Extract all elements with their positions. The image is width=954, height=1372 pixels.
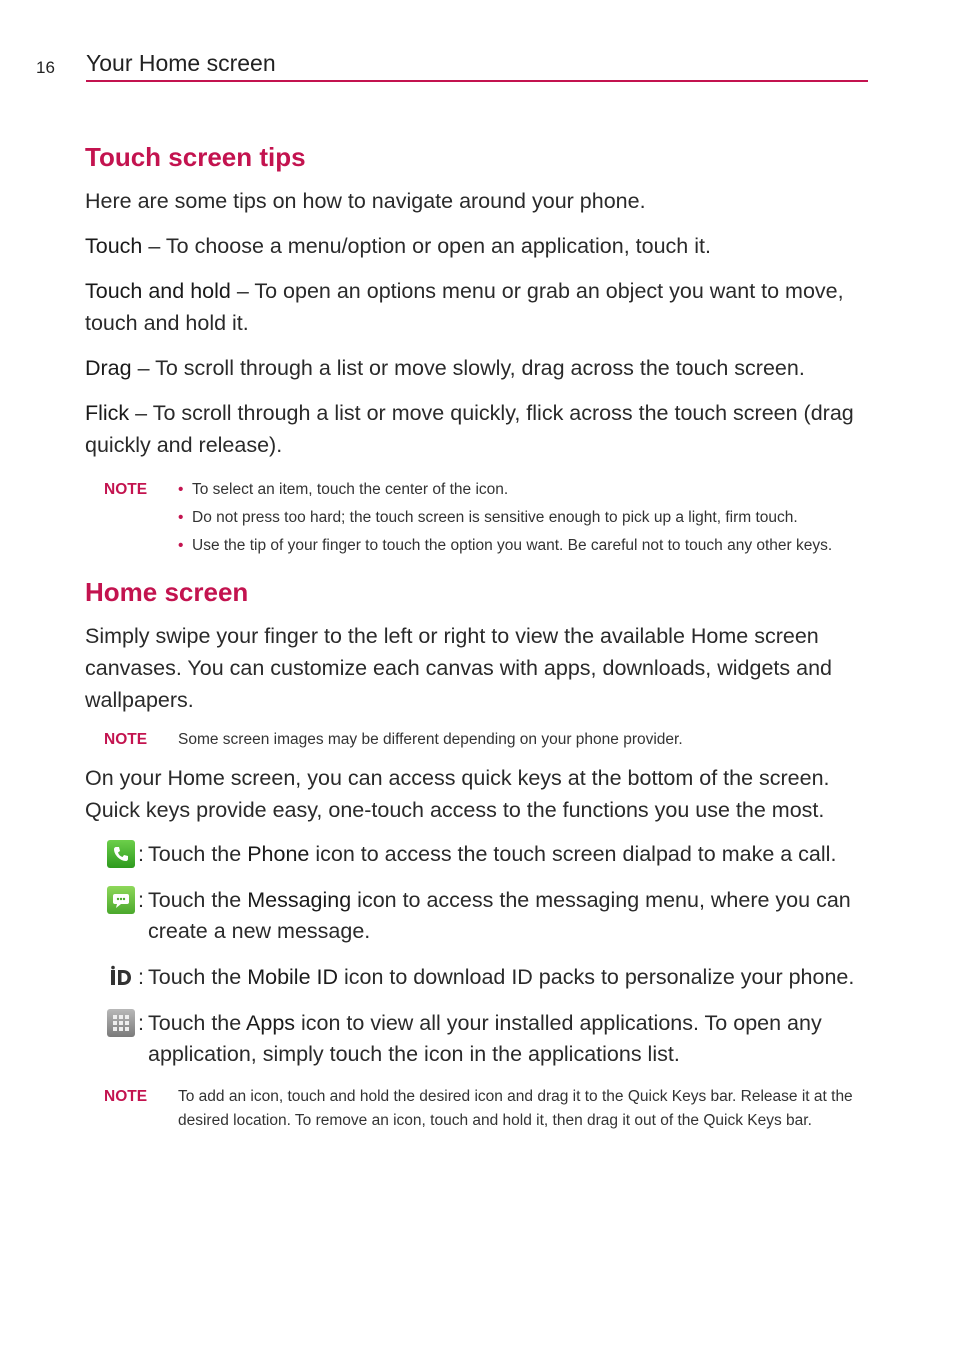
tip-desc: – To open an options menu or grab an object you want to move, touch and hold it.: [85, 279, 844, 336]
page-number: 16: [36, 58, 55, 77]
apps-icon: [107, 1009, 135, 1037]
home-screen-note1: [85, 729, 870, 750]
text-pre: Touch the: [147, 1011, 247, 1036]
key-name: Apps: [246, 1011, 296, 1036]
colon: :: [138, 1011, 144, 1036]
note-text: Use the tip of your finger to touch the option you want. Be careful not to touch any other keys.: [192, 537, 833, 555]
touch-tips-intro: Here are some tips on how to navigate around your phone.: [85, 189, 646, 214]
note-list: [178, 479, 832, 563]
note-text: Some screen images may be different depending on your phone provider.: [178, 731, 683, 749]
key-name: Messaging: [247, 888, 352, 913]
header-rule: [86, 80, 868, 82]
note-item: [178, 507, 832, 528]
section-header: Your Home screen: [86, 50, 276, 76]
colon: :: [138, 965, 144, 990]
home-screen-note2: [85, 1085, 870, 1133]
note-text: To select an item, touch the center of the icon.: [192, 481, 509, 499]
quick-key-mobile-id: [107, 962, 870, 993]
quick-key-text: [148, 1008, 870, 1070]
quick-key-phone: [107, 839, 870, 870]
touch-tips-heading: Touch screen tips: [85, 142, 306, 172]
text-post: icon to access the messaging menu, where you can create a new message.: [147, 888, 851, 944]
text-post: icon to access the touch screen dialpad to make a call.: [309, 842, 837, 867]
text-pre: Touch the: [147, 888, 248, 913]
key-name: Mobile ID: [247, 965, 339, 990]
quick-key-text: [148, 962, 870, 993]
quick-key-text: [148, 885, 870, 947]
colon: :: [138, 888, 144, 913]
tip-drag: [85, 352, 870, 384]
bullet-icon: •: [178, 481, 184, 499]
tip-flick: [85, 397, 870, 461]
quick-key-messaging: [107, 885, 870, 947]
note-item: [178, 479, 832, 500]
note-text: To add an icon, touch and hold the desired icon and drag it to the Quick Keys bar. Release it at the desired location. To remove an icon, touch and hold it, then drag it out of the Quick Keys bar.: [178, 1088, 853, 1130]
home-screen-para1: Simply swipe your finger to the left or right to view the available Home screen canvases. You can customize each canvas with apps, downloads, widgets and wallpapers.: [85, 624, 832, 713]
page-content: [85, 142, 870, 1133]
note-label: NOTE: [104, 1088, 148, 1106]
quick-key-apps: [107, 1008, 870, 1070]
home-screen-para2: On your Home screen, you can access quick keys at the bottom of the screen. Quick keys provide easy, one-touch access to the functions you use the most.: [85, 766, 830, 823]
mobile-id-icon: [107, 963, 135, 991]
note-text: Do not press too hard; the touch screen is sensitive enough to pick up a light, firm touch.: [192, 509, 798, 527]
tip-desc: – To choose a menu/option or open an application, touch it.: [142, 234, 711, 259]
key-name: Phone: [247, 842, 310, 867]
quick-key-text: [148, 839, 870, 870]
text-post: icon to view all your installed applications. To open any application, simply touch the icon in the applications list.: [147, 1011, 822, 1067]
note-item: [178, 535, 832, 556]
tip-term: Flick: [85, 401, 130, 426]
messaging-icon: [107, 886, 135, 914]
text-pre: Touch the: [147, 842, 248, 867]
tip-desc: – To scroll through a list or move quickly, flick across the touch screen (drag quickly and release).: [85, 401, 854, 458]
note-label: NOTE: [104, 731, 148, 749]
tip-term: Drag: [85, 356, 132, 381]
note-label: NOTE: [104, 481, 148, 499]
tip-touch-and-hold: [85, 275, 870, 339]
text-post: icon to download ID packs to personalize your phone.: [338, 965, 855, 990]
text-pre: Touch the: [147, 965, 248, 990]
home-screen-heading: Home screen: [85, 577, 249, 608]
bullet-icon: •: [178, 537, 184, 555]
touch-tips-note: [85, 479, 870, 563]
phone-icon: [107, 840, 135, 868]
colon: :: [138, 842, 144, 867]
tip-desc: – To scroll through a list or move slowly, drag across the touch screen.: [131, 356, 805, 381]
bullet-icon: •: [178, 509, 184, 527]
tip-touch: [85, 230, 870, 262]
tip-term: Touch: [85, 234, 143, 259]
tip-term: Touch and hold: [85, 279, 231, 304]
